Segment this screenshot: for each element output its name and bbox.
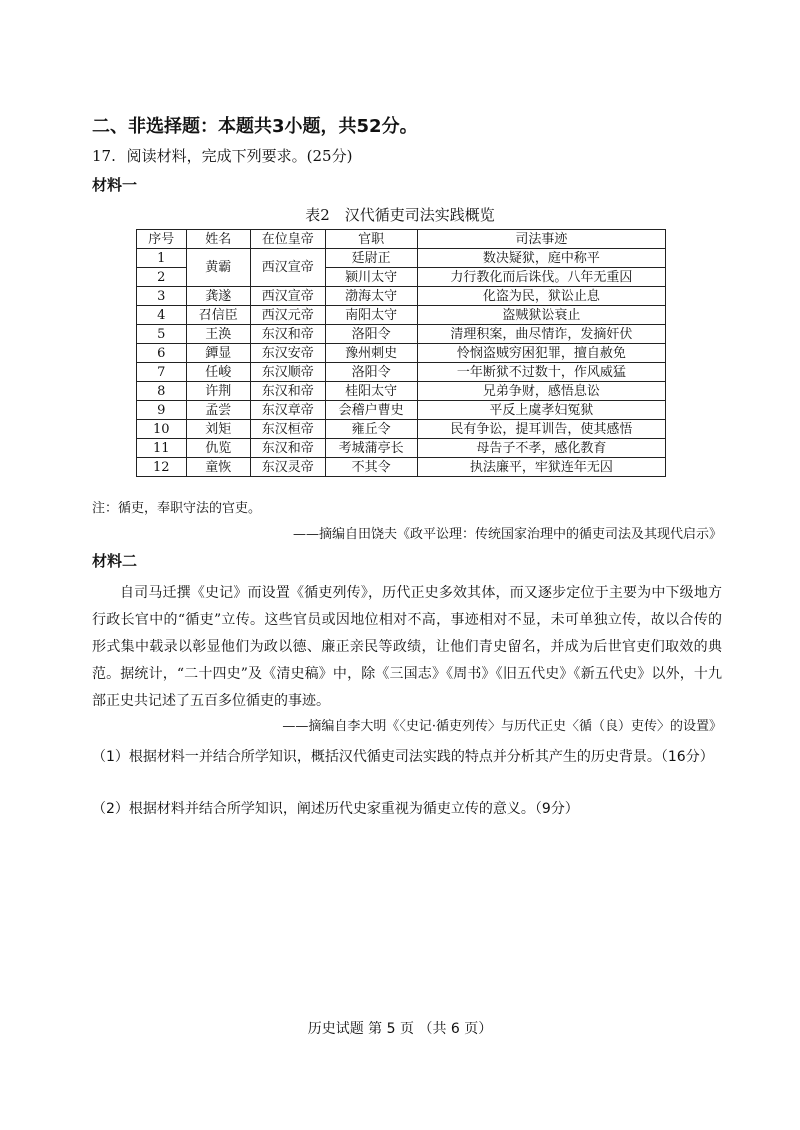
cell-no: 6 bbox=[137, 344, 187, 363]
cell-deeds: 清理积案，曲尽情诈，发摘奸伏 bbox=[417, 325, 665, 344]
table-row bbox=[137, 344, 666, 363]
cell-name: 鐔显 bbox=[186, 344, 250, 363]
material2-paragraph: 自司马迁撰《史记》而设置《循吏列传》，历代正史多效其体，而又逐步定位于主要为中下级地方行政长官中的“循吏”立传。这些官员或因地位相对不高，事迹相对不显，未可单独立传，故以合传的形式集中载录以彰显他们为政以德、廉正亲民等政绩，让他们青史留名，并成为后世官吏们取效的典范。据统计，“二十四史”及《清史稿》中，除《三国志》《周书》《旧五代史》《新五代史》以外，十九部正史共记述了五百多位循吏的事迹。 bbox=[92, 585, 722, 709]
cell-emperor: 东汉和帝 bbox=[250, 325, 325, 344]
table-row bbox=[137, 306, 666, 325]
table-header-row bbox=[137, 230, 666, 249]
cell-no: 12 bbox=[137, 458, 187, 477]
cell-name: 龚遂 bbox=[186, 287, 250, 306]
cell-emperor: 东汉灵帝 bbox=[250, 458, 325, 477]
cell-name: 黄霸 bbox=[186, 249, 250, 287]
cell-emperor: 西汉元帝 bbox=[250, 306, 325, 325]
material2-source: ——摘编自李大明《〈史记·循吏列传〉与历代正史〈循（良）吏传〉的设置》 bbox=[282, 719, 722, 734]
cell-office: 颍川太守 bbox=[325, 268, 417, 287]
cell-office: 会稽户曹史 bbox=[325, 401, 417, 420]
sub-question-2: （2）根据材料并结合所学知识，阐述历代史家重视为循吏立传的意义。（9分） bbox=[92, 801, 579, 817]
cell-name: 召信臣 bbox=[186, 306, 250, 325]
table-note: 注：循吏，奉职守法的官吏。 bbox=[92, 501, 262, 516]
cell-emperor: 东汉桓帝 bbox=[250, 420, 325, 439]
cell-emperor: 西汉宣帝 bbox=[250, 249, 325, 287]
judicial-practice-table bbox=[136, 229, 666, 477]
table-row bbox=[137, 363, 666, 382]
cell-no: 8 bbox=[137, 382, 187, 401]
sub-question-1: （1）根据材料一并结合所学知识，概括汉代循吏司法实践的特点并分析其产生的历史背景。（16分） bbox=[92, 749, 714, 765]
material1-source: ——摘编自田饶夫《政平讼理：传统国家治理中的循吏司法及其现代启示》 bbox=[292, 527, 722, 542]
cell-office: 雍丘令 bbox=[325, 420, 417, 439]
cell-office: 南阳太守 bbox=[325, 306, 417, 325]
cell-deeds: 兄弟争财，感悟息讼 bbox=[417, 382, 665, 401]
cell-no: 4 bbox=[137, 306, 187, 325]
header-office: 官职 bbox=[325, 230, 417, 249]
cell-office: 桂阳太守 bbox=[325, 382, 417, 401]
table-row bbox=[137, 439, 666, 458]
material1-label: 材料一 bbox=[92, 176, 138, 194]
header-no: 序号 bbox=[137, 230, 187, 249]
table-row bbox=[137, 458, 666, 477]
cell-deeds: 力行教化而后诛伐。八年无重囚 bbox=[417, 268, 665, 287]
cell-no: 5 bbox=[137, 325, 187, 344]
cell-office: 廷尉正 bbox=[325, 249, 417, 268]
cell-emperor: 东汉章帝 bbox=[250, 401, 325, 420]
cell-name: 许荆 bbox=[186, 382, 250, 401]
question-number: 17. bbox=[92, 147, 116, 165]
cell-no: 2 bbox=[137, 268, 187, 287]
cell-no: 1 bbox=[137, 249, 187, 268]
header-name: 姓名 bbox=[186, 230, 250, 249]
cell-office: 洛阳令 bbox=[325, 325, 417, 344]
cell-deeds: 盗贼狱讼衰止 bbox=[417, 306, 665, 325]
header-deeds: 司法事迹 bbox=[417, 230, 665, 249]
cell-name: 孟尝 bbox=[186, 401, 250, 420]
cell-office: 渤海太守 bbox=[325, 287, 417, 306]
cell-deeds: 母告子不孝，感化教育 bbox=[417, 439, 665, 458]
table-caption: 表2 汉代循吏司法实践概览 bbox=[305, 206, 495, 224]
cell-emperor: 东汉和帝 bbox=[250, 439, 325, 458]
cell-no: 11 bbox=[137, 439, 187, 458]
table-row bbox=[137, 325, 666, 344]
header-emperor: 在位皇帝 bbox=[250, 230, 325, 249]
cell-deeds: 数决疑狱，庭中称平 bbox=[417, 249, 665, 268]
cell-deeds: 化盗为民，狱讼止息 bbox=[417, 287, 665, 306]
cell-no: 3 bbox=[137, 287, 187, 306]
cell-no: 10 bbox=[137, 420, 187, 439]
cell-name: 童恢 bbox=[186, 458, 250, 477]
cell-name: 刘矩 bbox=[186, 420, 250, 439]
cell-office: 洛阳令 bbox=[325, 363, 417, 382]
cell-name: 仇览 bbox=[186, 439, 250, 458]
page-footer: 历史试题 第 5 页 （共 6 页） bbox=[307, 1021, 493, 1037]
section-title: 二、非选择题：本题共3小题，共52分。 bbox=[92, 116, 418, 137]
cell-deeds: 一年断狱不过数十，作风威猛 bbox=[417, 363, 665, 382]
cell-office: 考城蒲亭长 bbox=[325, 439, 417, 458]
cell-name: 王涣 bbox=[186, 325, 250, 344]
cell-no: 7 bbox=[137, 363, 187, 382]
table-row bbox=[137, 401, 666, 420]
question-17 bbox=[92, 145, 352, 166]
cell-office: 豫州刺史 bbox=[325, 344, 417, 363]
cell-deeds: 民有争讼，提耳训告，使其感悟 bbox=[417, 420, 665, 439]
cell-deeds: 怜悯盗贼穷困犯罪，擅自赦免 bbox=[417, 344, 665, 363]
question-instruction: 阅读材料，完成下列要求。(25分) bbox=[126, 147, 353, 165]
cell-emperor: 西汉宣帝 bbox=[250, 287, 325, 306]
cell-deeds: 执法廉平，牢狱连年无囚 bbox=[417, 458, 665, 477]
cell-name: 任峻 bbox=[186, 363, 250, 382]
table-row bbox=[137, 287, 666, 306]
cell-office: 不其令 bbox=[325, 458, 417, 477]
cell-deeds: 平反上虞孝妇冤狱 bbox=[417, 401, 665, 420]
cell-emperor: 东汉安帝 bbox=[250, 344, 325, 363]
cell-no: 9 bbox=[137, 401, 187, 420]
table-row bbox=[137, 249, 666, 268]
cell-emperor: 东汉和帝 bbox=[250, 382, 325, 401]
cell-emperor: 东汉顺帝 bbox=[250, 363, 325, 382]
table-row bbox=[137, 382, 666, 401]
material2-label: 材料二 bbox=[92, 552, 138, 570]
table-row bbox=[137, 420, 666, 439]
